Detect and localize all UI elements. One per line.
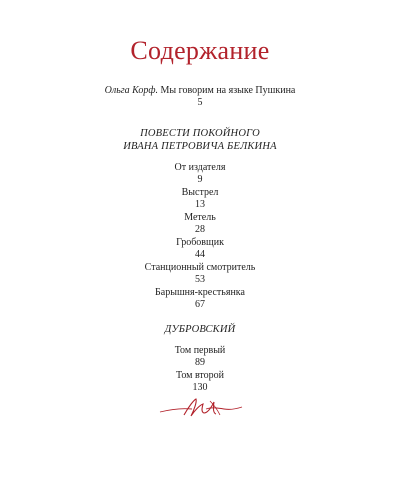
section-heading-line: ПОВЕСТИ ПОКОЙНОГО [140,128,260,139]
entry-title: От издателя [174,162,226,173]
entry-title: Том второй [175,370,225,381]
entry-page-number: 13 [195,199,205,210]
entry-page-number: 28 [195,224,205,235]
intro-author: Ольга Корф. [104,85,159,96]
signature-flourish-icon [158,396,244,420]
section-heading-line: ИВАНА ПЕТРОВИЧА БЕЛКИНА [123,141,277,152]
entry-title: Гробовщик [176,237,224,248]
page-title: Содержание [130,36,270,65]
section-heading-belkin [0,127,400,153]
intro-entry[interactable] [0,85,400,109]
section-heading-dubrovsky [0,323,400,336]
toc-entry[interactable] [0,262,400,286]
entry-page-number: 53 [195,274,205,285]
intro-title: Мы говорим на языке Пушкина [158,85,296,96]
entry-page-number: 89 [195,357,205,368]
toc-entry[interactable] [0,287,400,311]
entry-page-number: 9 [197,174,203,185]
entry-title: Барышня-крестьянка [155,287,245,298]
entry-title: Станционный смотритель [144,262,256,273]
entry-title: Выстрел [181,187,219,198]
toc-entry[interactable] [0,345,400,369]
entry-page-number: 130 [192,382,208,393]
entry-title: Том первый [174,345,226,356]
entry-title: Метель [184,212,216,223]
intro-page-number: 5 [197,97,203,108]
toc-entry[interactable] [0,370,400,394]
toc-entry[interactable] [0,212,400,236]
toc-entry[interactable] [0,162,400,186]
toc-entry[interactable] [0,237,400,261]
toc-entry[interactable] [0,187,400,211]
entry-page-number: 67 [195,299,205,310]
section-heading-line: ДУБРОВСКИЙ [164,324,236,335]
entry-page-number: 44 [195,249,205,260]
